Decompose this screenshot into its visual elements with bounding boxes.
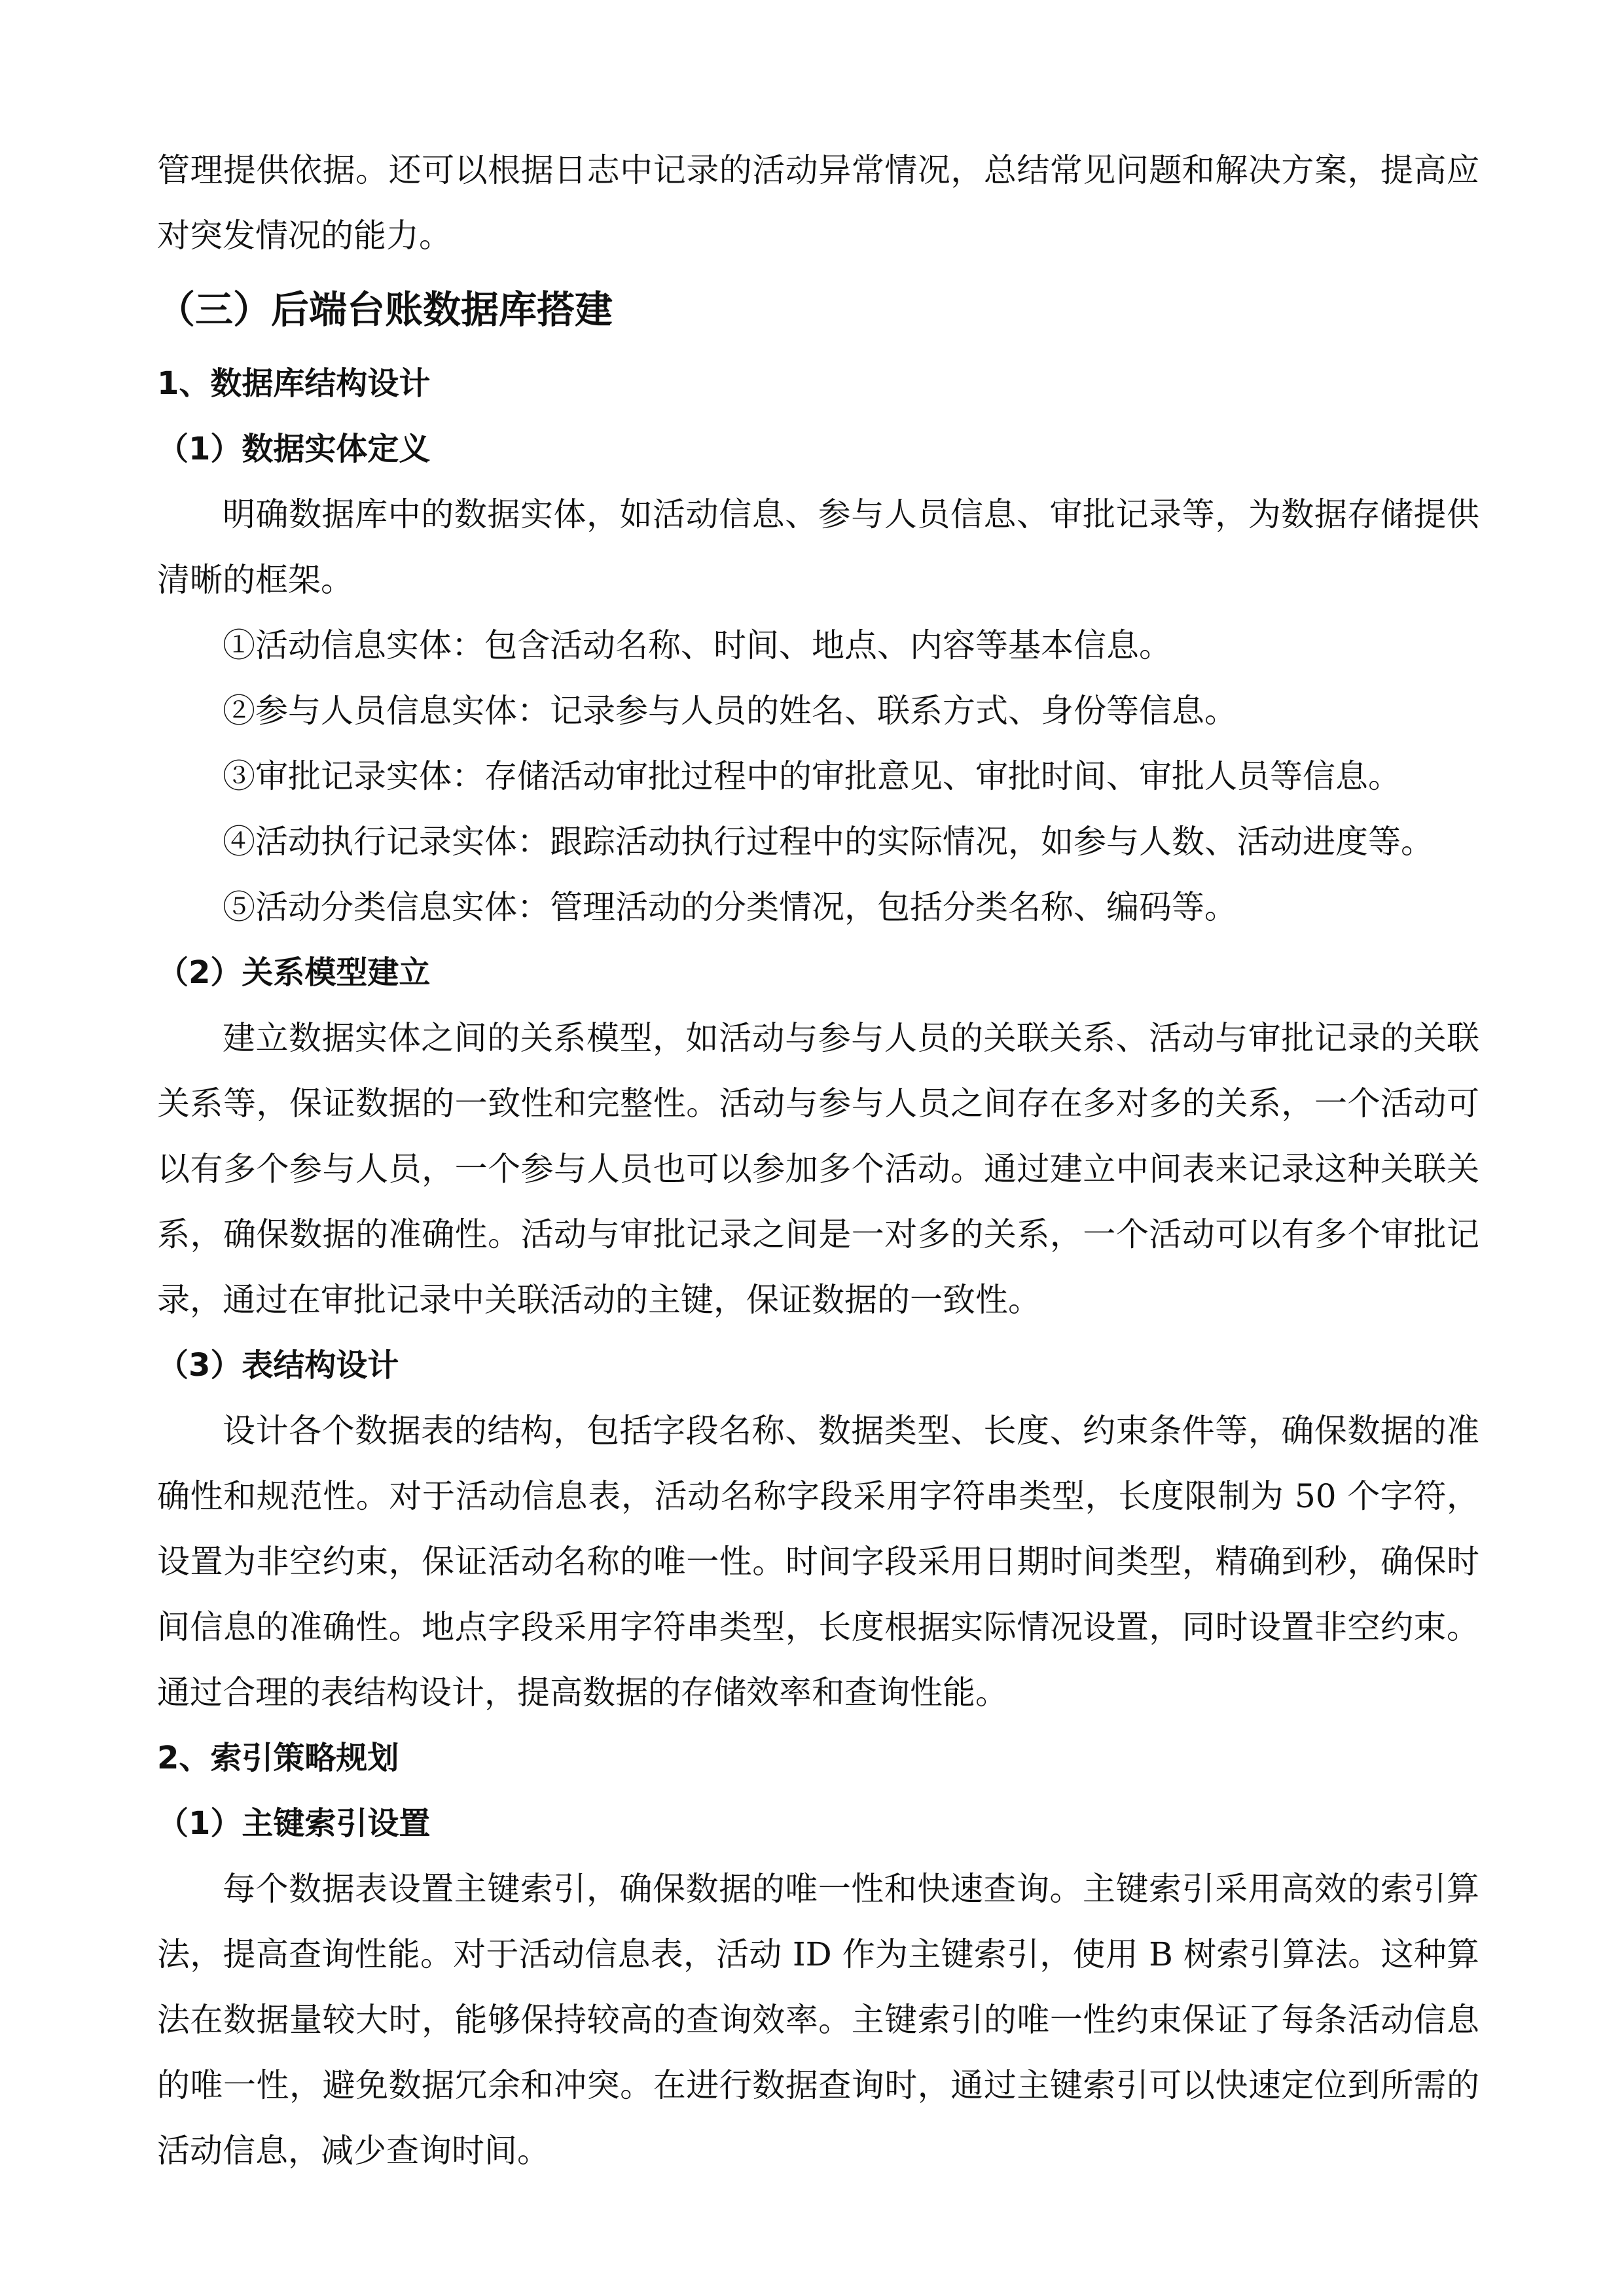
part1-heading: 1、数据库结构设计 — [157, 365, 431, 402]
part2-heading: 2、索引策略规划 — [157, 1740, 399, 1776]
subsection-heading-table-structure: （3）表结构设计 — [157, 1347, 399, 1384]
table-structure-paragraph: 设计各个数据表的结构，包括字段名称、数据类型、长度、约束条件等，确保数据的准确性和规范性。对于活动信息表，活动名称字段采用字符串类型，长度限制为 50 个字符，设置为非空约束，保证活动名称的唯一性。时间字段采用日期时间类型，精确到秒，确保时间信息的准确性。地点字段采用字符串类型，长度根据实际情况设置，同时设置非空约束。通过合理的表结构设计，提高数据的存储效率和查询性能。 — [157, 1412, 1479, 1712]
subsection-heading-primary-key: （1）主键索引设置 — [157, 1805, 431, 1842]
relations-paragraph: 建立数据实体之间的关系模型，如活动与参与人员的关联关系、活动与审批记录的关联关系等，保证数据的一致性和完整性。活动与参与人员之间存在多对多的关系，一个活动可以有多个参与人员，一个参与人员也可以参加多个活动。通过建立中间表来记录这种关联关系，确保数据的准确性。活动与审批记录之间是一对多的关系，一个活动可以有多个审批记录，通过在审批记录中关联活动的主键，保证数据的一致性。 — [157, 1019, 1479, 1319]
section-heading: （三）后端台账数据库搭建 — [157, 287, 613, 332]
subsection-heading-relations: （2）关系模型建立 — [157, 954, 431, 991]
document-page — [157, 137, 1479, 2183]
list-item: ②参与人员信息实体：记录参与人员的姓名、联系方式、身份等信息。 — [223, 692, 1237, 730]
list-item: ③审批记录实体：存储活动审批过程中的审批意见、审批时间、审批人员等信息。 — [223, 757, 1401, 795]
subsection-heading-entities: （1）数据实体定义 — [157, 431, 431, 467]
entities-paragraph: 明确数据库中的数据实体，如活动信息、参与人员信息、审批记录等，为数据存储提供清晰的框架。 — [157, 495, 1479, 599]
list-item: ⑤活动分类信息实体：管理活动的分类情况，包括分类名称、编码等。 — [223, 888, 1237, 926]
list-item: ④活动执行记录实体：跟踪活动执行过程中的实际情况，如参与人数、活动进度等。 — [223, 823, 1434, 861]
intro-paragraph: 管理提供依据。还可以根据日志中记录的活动异常情况，总结常见问题和解决方案，提高应对突发情况的能力。 — [157, 151, 1479, 255]
primary-key-paragraph: 每个数据表设置主键索引，确保数据的唯一性和快速查询。主键索引采用高效的索引算法，提高查询性能。对于活动信息表，活动 ID 作为主键索引，使用 B 树索引算法。这种算法在数据量较大时，能够保持较高的查询效率。主键索引的唯一性约束保证了每条活动信息的唯一性，避免数据冗余和冲突。在进行数据查询时，通过主键索引可以快速定位到所需的活动信息，减少查询时间。 — [157, 1870, 1479, 2170]
list-item: ①活动信息实体：包含活动名称、时间、地点、内容等基本信息。 — [223, 626, 1172, 664]
